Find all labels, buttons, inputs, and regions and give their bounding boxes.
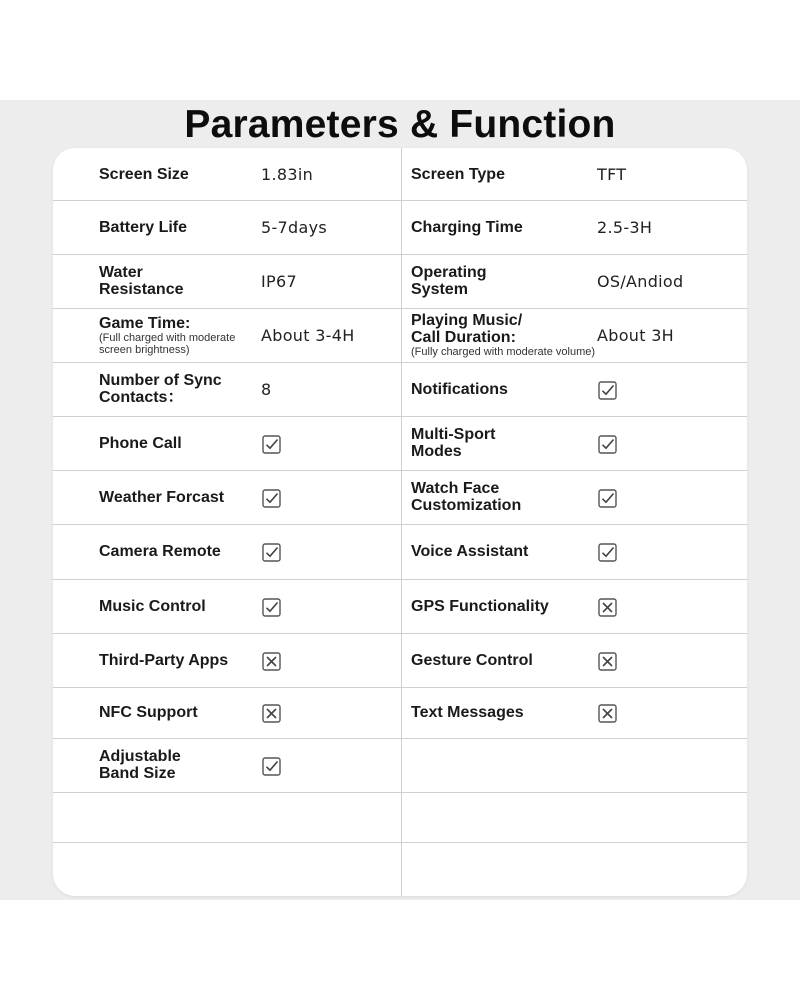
param-name-line: Battery Life: [99, 218, 188, 236]
param-note: (Full charged with moderate: [99, 331, 236, 344]
param-value: 5-7days: [261, 217, 327, 237]
param-name-line: Game Time:: [99, 314, 191, 332]
param-name-line: Third-Party Apps: [99, 651, 229, 669]
param-note: screen brightness): [99, 343, 190, 356]
param-name-line: Music Control: [99, 597, 206, 615]
checkbox-checked-icon: [598, 381, 617, 400]
param-name-line: Gesture Control: [411, 651, 533, 669]
param-value: 2.5-3H: [597, 217, 653, 237]
checkbox-cross-icon: [262, 704, 281, 723]
param-label: [99, 470, 259, 524]
param-label: [99, 254, 259, 308]
param-name-line: Number of Sync: [99, 372, 222, 389]
checkbox-cross-icon: [598, 652, 617, 671]
param-name-line: Camera Remote: [99, 543, 221, 560]
param-label: [99, 308, 259, 362]
param-label: [99, 416, 259, 470]
param-name: [99, 704, 259, 721]
param-name-line: Multi-Sport: [411, 426, 496, 443]
param-name-line: Modes: [411, 443, 462, 460]
checkbox-cross-icon: [598, 598, 617, 617]
param-name-line: Contacts：: [99, 389, 184, 406]
param-name-line: Band Size: [99, 765, 176, 782]
param-name-line: Text Messages: [411, 704, 524, 721]
param-label: [99, 738, 259, 792]
param-name-line: Adjustable: [99, 748, 181, 765]
param-name-line: Notifications: [411, 380, 508, 398]
param-label: [99, 633, 259, 687]
param-name-line: Screen Size: [99, 165, 189, 183]
param-name-line: Screen Type: [411, 165, 505, 183]
param-label: [99, 579, 259, 633]
checkbox-checked-icon: [262, 757, 281, 776]
checkbox-checked-icon: [262, 489, 281, 508]
param-name: [99, 315, 259, 332]
param-name: [99, 652, 259, 669]
param-name: [99, 748, 259, 782]
param-name-line: System: [411, 281, 468, 298]
param-label: [99, 524, 259, 579]
param-value: About 3-4H: [261, 325, 355, 345]
checkbox-cross-icon: [598, 704, 617, 723]
param-label: [99, 687, 259, 738]
page-title: Parameters & Function: [184, 103, 616, 146]
checkbox-checked-icon: [262, 543, 281, 562]
param-value: 8: [261, 379, 272, 399]
checkbox-cross-icon: [262, 652, 281, 671]
param-name-line: Call Duration:: [411, 329, 516, 346]
param-name-line: GPS Functionality: [411, 597, 549, 615]
parameters-table: [53, 148, 747, 896]
param-name-line: Charging Time: [411, 218, 523, 236]
param-name: [99, 489, 259, 506]
param-name-line: Resistance: [99, 281, 184, 298]
param-note: (Fully charged with moderate volume): [411, 346, 596, 358]
row-divider: [53, 842, 747, 843]
checkbox-checked-icon: [598, 543, 617, 562]
param-label: [99, 362, 259, 416]
checkbox-checked-icon: [262, 598, 281, 617]
param-name: [99, 435, 259, 452]
param-label: [99, 200, 259, 254]
column-divider: [401, 148, 402, 896]
checkbox-checked-icon: [262, 435, 281, 454]
param-name-line: Weather Forcast: [99, 488, 225, 506]
row-divider: [53, 792, 747, 793]
param-name: [99, 264, 259, 298]
param-name-line: Customization: [411, 497, 522, 514]
param-value: TFT: [597, 164, 627, 184]
param-value: IP67: [261, 271, 297, 291]
checkbox-checked-icon: [598, 489, 617, 508]
param-name-line: Operating: [411, 264, 487, 281]
param-name-line: Watch Face: [411, 480, 500, 497]
param-name: [99, 543, 259, 560]
param-value: About 3H: [597, 325, 675, 345]
param-name-line: NFC Support: [99, 704, 198, 721]
checkbox-checked-icon: [598, 435, 617, 454]
param-name: [99, 219, 259, 236]
param-name-line: Water: [99, 264, 143, 281]
param-value: OS/Andiod: [597, 271, 684, 291]
param-name: [99, 166, 259, 183]
param-name-line: Voice Assistant: [411, 543, 529, 560]
param-value: 1.83in: [261, 164, 314, 184]
param-label: [99, 148, 259, 200]
param-name: [99, 598, 259, 615]
param-name-line: Phone Call: [99, 434, 182, 452]
param-name: [99, 372, 259, 406]
param-name-line: Playing Music/: [411, 312, 523, 329]
